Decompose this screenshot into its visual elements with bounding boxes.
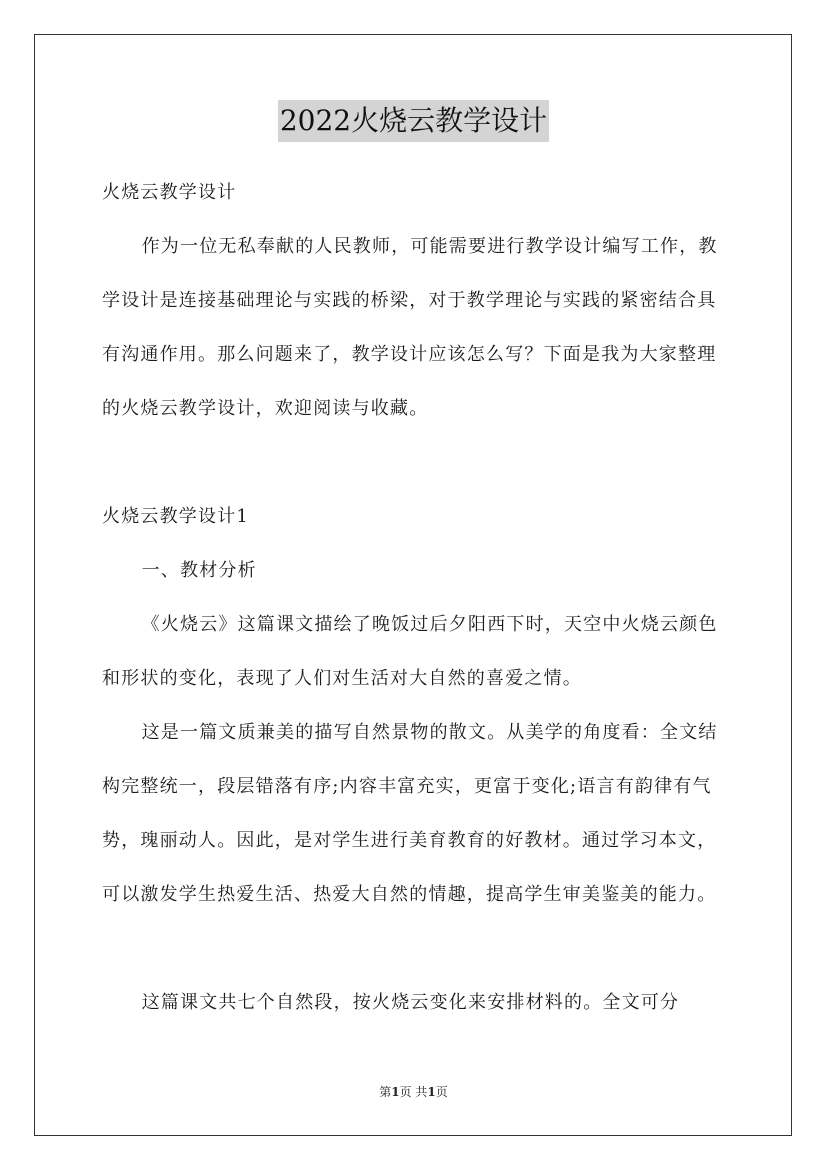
footer-page-total: 1 [427,1085,436,1099]
title-container [0,100,827,142]
page-footer [0,1083,827,1100]
footer-middle: 页 共 [399,1085,428,1099]
paragraph-1: 《火烧云》这篇课文描绘了晚饭过后夕阳西下时，天空中火烧云颜色和形状的变化，表现了人们对生活对大自然的喜爱之情。 [102,614,718,689]
paragraph-3: 这篇课文共七个自然段，按火烧云变化来安排材料的。全文可分 [141,992,680,1013]
subtitle: 火烧云教学设计 [102,182,237,203]
document-title: 2022火烧云教学设计 [278,100,549,142]
footer-page-number: 1 [391,1085,400,1099]
footer-prefix: 第 [379,1085,392,1099]
heading-teaching-material-analysis: 一、教材分析 [141,560,257,581]
intro-paragraph: 作为一位无私奉献的人民教师，可能需要进行教学设计编写工作，教学设计是连接基础理论与实践的桥梁，对于教学理论与实践的紧密结合具有沟通作用。那么问题来了，教学设计应该怎么写？下面是我为大家整理的火烧云教学设计，欢迎阅读与收藏。 [102,236,718,419]
paragraph-2: 这是一篇文质兼美的描写自然景物的散文。从美学的角度看：全文结构完整统一，段层错落有序;内容丰富充实，更富于变化;语言有韵律有气势，瑰丽动人。因此，是对学生进行美育教育的好教材。通过学习本文，可以激发学生热爱生活、热爱大自然的情趣，提高学生审美鉴美的能力。 [102,722,718,905]
section-title: 火烧云教学设计1 [102,506,250,527]
footer-suffix: 页 [435,1085,448,1099]
